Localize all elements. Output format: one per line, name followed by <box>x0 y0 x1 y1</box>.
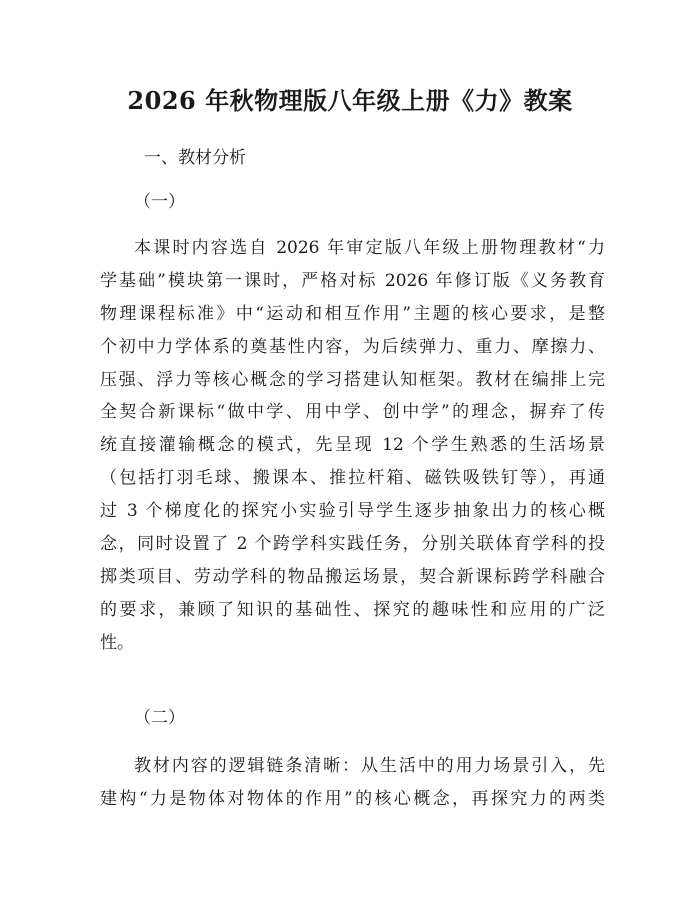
subsection-heading-1: （一） <box>134 192 185 212</box>
paragraph-line: （包括打羽毛球、搬课本、推拉杆箱、磁铁吸铁钉等），再通 <box>100 468 605 489</box>
paragraph-line: 本课时内容选自 2026 年审定版八年级上册物理教材“力 <box>134 238 605 258</box>
paragraph-1 <box>100 232 605 660</box>
paragraph-line: 的要求，兼顾了知识的基础性、探究的趣味性和应用的广泛 <box>100 599 605 620</box>
section-heading-textbook-analysis: 一、教材分析 <box>144 148 246 168</box>
paragraph-line: 建构“力是物体对物体的作用”的核心概念，再探究力的两类 <box>100 788 605 809</box>
subsection-heading-2: （二） <box>134 708 185 728</box>
paragraph-line: 全契合新课标“做中学、用中学、创中学”的理念，摒弃了传 <box>100 402 605 423</box>
paragraph-line: 物理课程标准》中“运动和相互作用”主题的核心要求，是整 <box>100 303 605 324</box>
paragraph-line: 性。 <box>100 632 134 653</box>
document-title: 2026 年秋物理版八年级上册《力》教案 <box>127 86 573 115</box>
paragraph-line: 过 3 个梯度化的探究小实验引导学生逐步抽象出力的核心概 <box>100 501 605 522</box>
paragraph-2 <box>100 750 605 816</box>
paragraph-line: 统直接灌输概念的模式，先呈现 12 个学生熟悉的生活场景 <box>100 435 605 456</box>
paragraph-line: 掷类项目、劳动学科的物品搬运场景，契合新课标跨学科融合 <box>100 566 605 587</box>
paragraph-line: 压强、浮力等核心概念的学习搭建认知框架。教材在编排上完 <box>100 369 605 390</box>
paragraph-line: 学基础”模块第一课时，严格对标 2026 年修订版《义务教育 <box>100 270 605 291</box>
paragraph-line: 个初中力学体系的奠基性内容，为后续弹力、重力、摩擦力、 <box>100 336 605 357</box>
paragraph-line: 教材内容的逻辑链条清晰：从生活中的用力场景引入，先 <box>134 756 605 776</box>
paragraph-line: 念，同时设置了 2 个跨学科实践任务，分别关联体育学科的投 <box>100 534 605 555</box>
